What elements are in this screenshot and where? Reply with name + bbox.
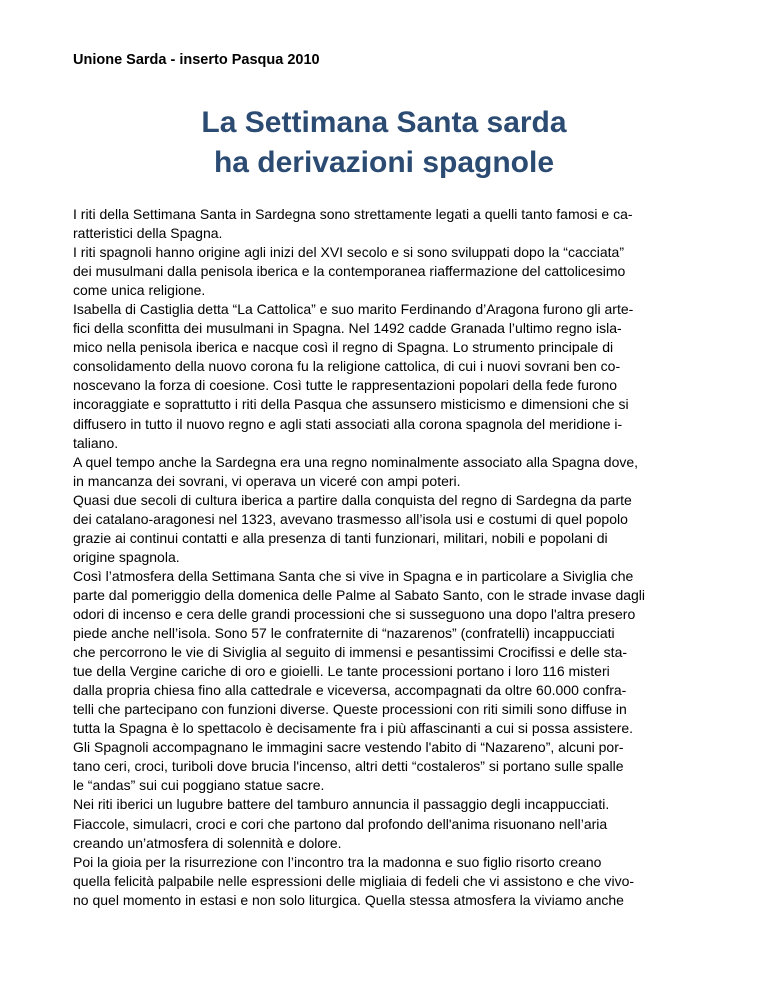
- body-line: grazie ai continui contatti e alla presenza di tanti funzionari, militari, nobili e popolani di: [73, 529, 608, 546]
- body-line: Così l’atmosfera della Settimana Santa che si vive in Spagna e in particolare a Siviglia che: [73, 567, 634, 584]
- body-line: come unica religione.: [73, 282, 206, 299]
- body-line: che percorrono le vie di Siviglia al seguito di immensi e pesantissimi Crocifissi e delle sta-: [73, 644, 628, 661]
- body-line: le “andas” sui cui poggiano statue sacre.: [73, 777, 325, 794]
- article-title: [0, 103, 768, 183]
- body-line: parte dal pomeriggio della domenica delle Palme al Sabato Santo, con le strade invase dagli: [73, 586, 646, 603]
- article-body: [73, 205, 703, 910]
- document-header: Unione Sarda - inserto Pasqua 2010: [73, 52, 320, 68]
- body-line: origine spagnola.: [73, 548, 180, 565]
- body-line: Gli Spagnoli accompagnano le immagini sacre vestendo l'abito di “Nazareno”, alcuni por-: [73, 739, 624, 756]
- body-line: tutta la Spagna è lo spettacolo è decisamente fra i più affascinanti a cui si possa assistere.: [73, 720, 634, 737]
- body-line: Poi la gioia per la risurrezione con l’incontro tra la madonna e suo figlio risorto creano: [73, 853, 602, 870]
- body-line: dei catalano-aragonesi nel 1323, avevano trasmesso all’isola usi e costumi di quel popolo: [73, 510, 628, 527]
- body-line: dei musulmani dalla penisola iberica e la contemporanea riaffermazione del cattolicesimo: [73, 263, 626, 280]
- body-line: Isabella di Castiglia detta “La Cattolica” e suo marito Ferdinando d’Aragona furono gli arte-: [73, 301, 634, 318]
- body-line: incoraggiate e soprattutto i riti della Pasqua che assunsero misticismo e dimensioni che si: [73, 396, 629, 413]
- article-title-line-2: ha derivazioni spagnole: [213, 146, 555, 179]
- body-line: tue della Vergine cariche di oro e gioielli. Le tante processioni portano i loro 116 misteri: [73, 663, 610, 680]
- body-line: consolidamento della nuovo corona fu la religione cattolica, di cui i nuovi sovrani ben co-: [73, 358, 621, 375]
- body-line: tano ceri, croci, turiboli dove brucia l'incenso, altri detti “costaleros” si portano sulle spalle: [73, 758, 624, 775]
- body-line: Fiaccole, simulacri, croci e cori che partono dal profondo dell'anima risuonano nell’aria: [73, 815, 608, 832]
- body-line: I riti spagnoli hanno origine agli inizi del XVI secolo e si sono sviluppati dopo la “cacciata”: [73, 244, 624, 261]
- body-line: no quel momento in estasi e non solo liturgica. Quella stessa atmosfera la viviamo anche: [73, 891, 624, 908]
- body-line: creando un’atmosfera di solennità e dolore.: [73, 834, 342, 851]
- body-line: ratteristici della Spagna.: [73, 225, 223, 242]
- body-line: A quel tempo anche la Sardegna era una regno nominalmente associato alla Spagna dove,: [73, 453, 639, 470]
- body-line: dalla propria chiesa fino alla cattedrale e viceversa, accompagnati da oltre 60.000 confra-: [73, 682, 627, 699]
- body-line: odori di incenso e cera delle grandi processioni che si susseguono una dopo l'altra presero: [73, 605, 636, 622]
- body-line: mico nella penisola iberica e nacque così il regno di Spagna. Lo strumento principale di: [73, 339, 614, 356]
- body-line: fici della sconfitta dei musulmani in Spagna. Nel 1492 cadde Granada l’ultimo regno isla-: [73, 320, 622, 337]
- body-line: diffusero in tutto il nuovo regno e agli stati associati alla corona spagnola del meridione i-: [73, 415, 623, 432]
- body-line: Nei riti iberici un lugubre battere del tamburo annuncia il passaggio degli incappucciati.: [73, 796, 610, 813]
- body-line: taliano.: [73, 434, 119, 451]
- body-line: Quasi due secoli di cultura iberica a partire dalla conquista del regno di Sardegna da parte: [73, 491, 632, 508]
- body-line: piede anche nell’isola. Sono 57 le confraternite di “nazarenos” (confratelli) incappucciati: [73, 625, 615, 642]
- article-title-line-1: La Settimana Santa sarda: [201, 106, 567, 139]
- body-line: noscevano la forza di coesione. Così tutte le rappresentazioni popolari della fede furono: [73, 377, 618, 394]
- body-line: in mancanza dei sovrani, vi operava un viceré con ampi poteri.: [73, 472, 461, 489]
- body-line: I riti della Settimana Santa in Sardegna sono strettamente legati a quelli tanto famosi e ca-: [73, 206, 633, 222]
- body-line: telli che partecipano con funzioni diverse. Queste processioni con riti simili sono diffuse in: [73, 701, 627, 718]
- body-line: quella felicità palpabile nelle espressioni delle migliaia di fedeli che vi assistono e che vivo-: [73, 872, 635, 889]
